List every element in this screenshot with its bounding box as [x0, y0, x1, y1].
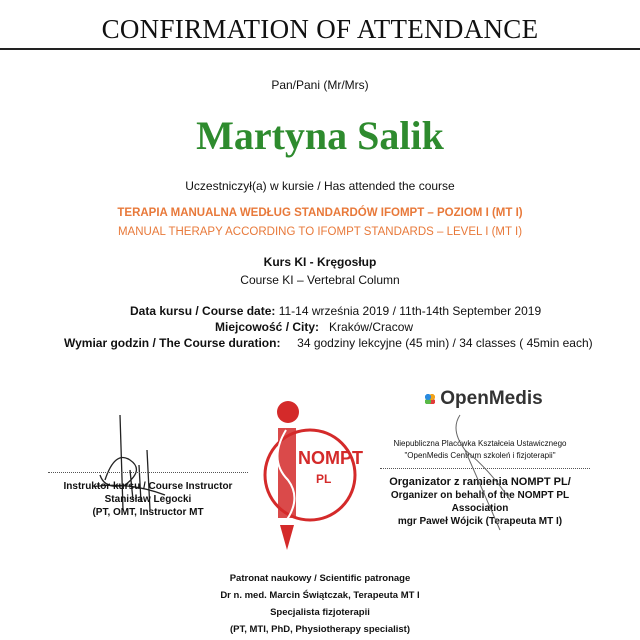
- organizer-name: mgr Paweł Wójcik (Terapeuta MT I): [397, 516, 563, 527]
- openmedis-dots-icon: [425, 394, 435, 404]
- duration-value: 34 godziny lekcyjne (45 min) / 34 classes ( 45min each): [297, 336, 593, 350]
- course-date-value: 11-14 września 2019 / 11th-14th September 2019: [278, 304, 542, 318]
- openmedis-brand: OpenMedis: [440, 388, 543, 409]
- course-date-row: [130, 304, 541, 318]
- organizer-line2: Organizer on behalf of the NOMPT PL: [390, 490, 570, 501]
- city-label: Miejcowość / City:: [215, 320, 320, 334]
- city-row: [215, 320, 413, 334]
- patronage-block: [0, 570, 640, 638]
- organizer-signature: [440, 410, 520, 540]
- instructor-block: [48, 480, 248, 519]
- salutation: Pan/Pani (Mr/Mrs): [271, 78, 369, 92]
- patron-credentials: (PT, MTI, PhD, Physiotherapy specialist): [229, 624, 410, 635]
- title-underline: [0, 48, 640, 50]
- organizer-line3: Association: [451, 503, 509, 514]
- nompt-logo: [258, 400, 363, 570]
- module-en: Course KI – Vertebral Column: [240, 273, 400, 287]
- patron-specialty: Specjalista fizjoterapii: [270, 607, 370, 618]
- openmedis-line1: Niepubliczna Placówka Kształceia Ustawicznego: [393, 439, 567, 448]
- attended-text: Uczestniczył(a) w kursie / Has attended the course: [185, 179, 455, 193]
- participant-name: Martyna Salik: [196, 113, 444, 158]
- city-value: Kraków/Cracow: [329, 320, 414, 334]
- openmedis-logo: [425, 388, 543, 410]
- course-title-pl: TERAPIA MANUALNA WEDŁUG STANDARDÓW IFOMPT – POZIOM I (MT I): [117, 207, 523, 219]
- openmedis-line2: "OpenMedis Centrum szkoleń i fizjoterapii": [404, 451, 556, 460]
- course-date-label: Data kursu / Course date:: [130, 304, 276, 318]
- organizer-line1: Organizator z ramienia NOMPT PL/: [389, 476, 571, 488]
- instructor-name: Stanisław Legocki: [104, 494, 192, 505]
- patronage-title: Patronat naukowy / Scientific patronage: [229, 573, 411, 584]
- document-title: CONFIRMATION OF ATTENDANCE: [101, 14, 539, 44]
- course-title-en: MANUAL THERAPY ACCORDING TO IFOMPT STANDARDS – LEVEL I (MT I): [117, 226, 523, 238]
- instructor-signature-line: [48, 472, 248, 473]
- duration-row: [64, 336, 593, 350]
- logo-text-pl: PL: [316, 472, 332, 486]
- logo-text-nompt: NOMPT: [298, 448, 363, 468]
- instructor-credentials: (PT, OMT, Instructor MT: [92, 507, 204, 518]
- patron-name: Dr n. med. Marcin Świątczak, Terapeuta MT I: [220, 590, 420, 601]
- instructor-title: Instruktor kursu / Course Instructor: [63, 481, 233, 492]
- module-pl: Kurs KI - Kręgosłup: [263, 255, 377, 269]
- duration-label: Wymiar godzin / The Course duration:: [64, 336, 281, 350]
